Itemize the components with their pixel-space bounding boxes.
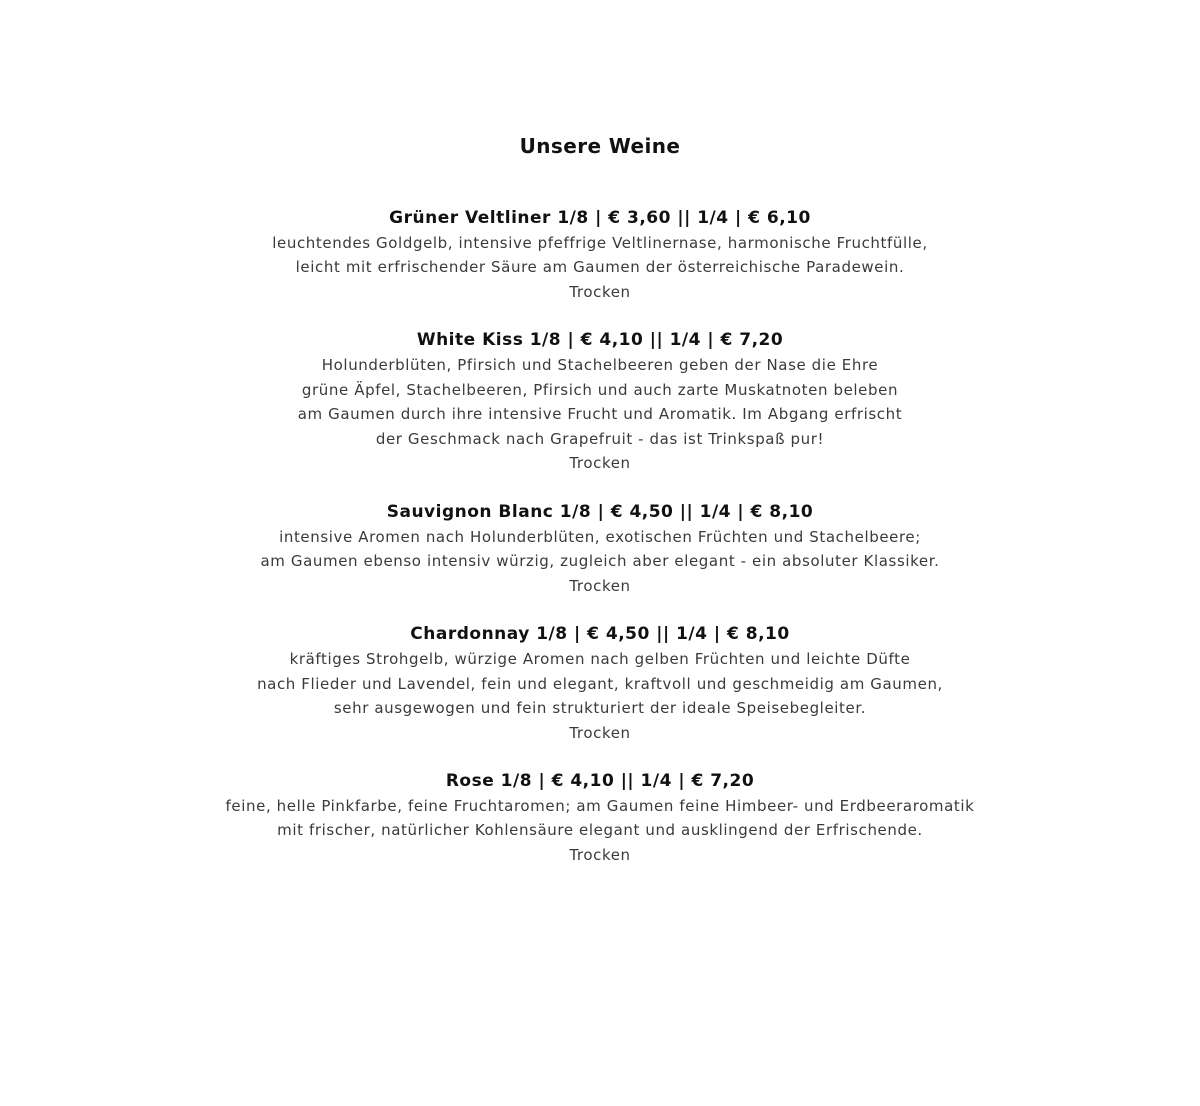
wine-entry-rose [0,769,1200,867]
wine-description-line: leuchtendes Goldgelb, intensive pfeffrige Veltlinernase, harmonische Fruchtfülle, [272,233,928,252]
wine-taste-label: Trocken [569,576,631,595]
wine-heading: Sauvignon Blanc 1/8 | € 4,50 || 1/4 | € 8,10 [386,501,814,522]
wine-description-line: grüne Äpfel, Stachelbeeren, Pfirsich und auch zarte Muskatnoten beleben [301,380,899,399]
wine-description-line: der Geschmack nach Grapefruit - das ist Trinkspaß pur! [375,429,825,448]
wine-description-line: mit frischer, natürlicher Kohlensäure elegant und ausklingend der Erfrischende. [277,821,923,840]
wine-entry-white-kiss [0,328,1200,476]
wine-heading: Chardonnay 1/8 | € 4,50 || 1/4 | € 8,10 [410,624,790,645]
wine-taste-label: Trocken [569,282,631,301]
wine-description-line: nach Flieder und Lavendel, fein und elegant, kraftvoll und geschmeidig am Gaumen, [257,674,943,693]
wine-heading: White Kiss 1/8 | € 4,10 || 1/4 | € 7,20 [416,330,784,351]
wine-description-line: intensive Aromen nach Holunderblüten, exotischen Früchten und Stachelbeere; [279,527,921,546]
page-title: Unsere Weine [519,134,681,158]
wine-entry-chardonnay [0,622,1200,745]
wine-description-line: am Gaumen durch ihre intensive Frucht und Aromatik. Im Abgang erfrischt [297,405,903,424]
wine-description-line: feine, helle Pinkfarbe, feine Fruchtaromen; am Gaumen feine Himbeer- und Erdbeeraromatik [225,796,975,815]
wine-description-line: Holunderblüten, Pfirsich und Stachelbeeren geben der Nase die Ehre [321,355,879,374]
wine-taste-label: Trocken [569,454,631,473]
wine-description-line: sehr ausgewogen und fein strukturiert der ideale Speisebegleiter. [333,699,867,718]
wine-description-line: leicht mit erfrischender Säure am Gaumen der österreichische Paradewein. [295,258,905,277]
wine-entry-sauvignon-blanc [0,500,1200,598]
wine-taste-label: Trocken [569,723,631,742]
wine-taste-label: Trocken [569,846,631,865]
wine-list [0,206,1200,892]
wine-entry-gruener-veltliner [0,206,1200,304]
wine-heading: Rose 1/8 | € 4,10 || 1/4 | € 7,20 [445,771,755,792]
wine-heading: Grüner Veltliner 1/8 | € 3,60 || 1/4 | € 6,10 [389,208,811,228]
wine-description-line: kräftiges Strohgelb, würzige Aromen nach gelben Früchten und leichte Düfte [289,649,911,668]
wine-description-line: am Gaumen ebenso intensiv würzig, zugleich aber elegant - ein absoluter Klassiker. [260,552,940,571]
